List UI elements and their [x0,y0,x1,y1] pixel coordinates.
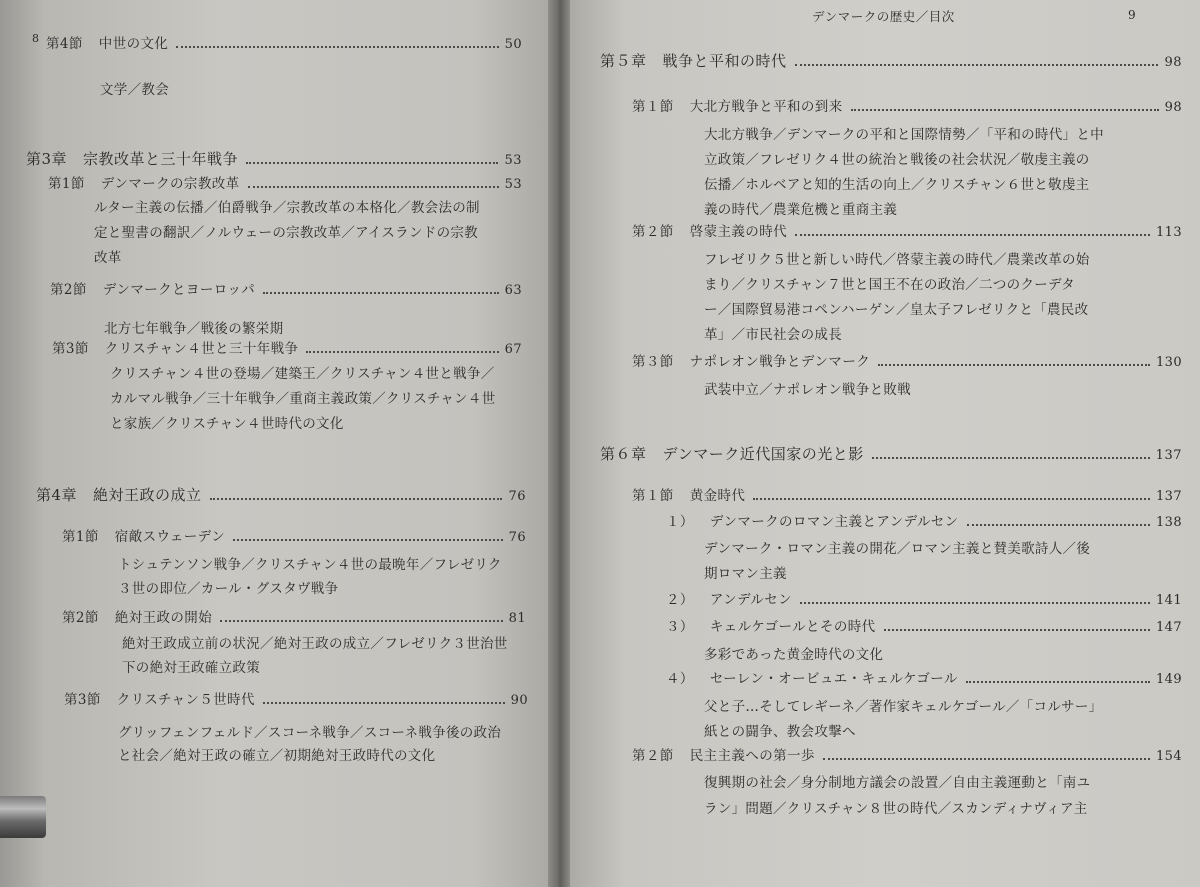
entry-title: クリスチャン４世と三十年戦争 [104,341,299,357]
entry-title: 絶対王政の開始 [114,610,213,626]
section-entry [50,278,522,298]
entry-description-line: フレゼリク５世と新しい時代／啓蒙主義の時代／農業改革の始 [704,252,1090,268]
entry-page-number: 53 [504,177,522,192]
entry-page-number: 137 [1155,448,1182,463]
subsection-entry [666,615,1182,635]
left-page [0,0,556,887]
entry-page-number: 63 [504,283,522,298]
binder-clip [0,796,46,838]
entry-page-number: 137 [1155,489,1182,504]
entry-description-line: ー／国際貿易港コペンハーゲン／皇太子フレゼリクと「農民改 [704,302,1089,318]
book-gutter [548,0,570,887]
entry-label: 第１節 [632,99,674,115]
entry-label: ４） [666,671,694,687]
entry-label: 第3節 [52,341,89,357]
dot-leader [872,457,1150,459]
entry-description-line: 期ロマン主義 [704,566,787,582]
entry-description-line: 改革 [94,250,122,266]
entry-label: 第3節 [64,692,101,708]
entry-label: １） [666,514,694,530]
entry-page-number: 147 [1155,620,1182,635]
entry-description-line: 復興期の社会／身分制地方議会の設置／自由主義運動と「南ユ [704,775,1091,791]
entry-description-line: 父と子…そしてレギーネ／著作家キェルケゴール／「コルサー」 [704,699,1103,715]
entry-page-number: 149 [1155,672,1182,687]
chapter-entry [26,148,522,169]
entry-description-line: クリスチャン４世の登場／建築王／クリスチャン４世と戦争／ [110,366,495,382]
entry-description-line: カルマル戦争／三十年戦争／重商主義政策／クリスチャン４世 [110,391,496,407]
dot-leader [800,602,1150,604]
section-entry [64,688,528,708]
section-entry [48,172,522,192]
entry-label: 第３節 [632,354,674,370]
dot-leader [220,620,503,622]
dot-leader [823,758,1150,760]
entry-label: 第2節 [50,282,87,298]
entry-description-line: 革」／市民社会の成長 [704,327,842,343]
subsection-entry [666,588,1182,608]
entry-label: 第1節 [62,529,99,545]
entry-page-number: 98 [1164,55,1182,70]
entry-description-line: と家族／クリスチャン４世時代の文化 [110,416,344,432]
section-entry [632,220,1182,240]
entry-page-number: 154 [1155,749,1182,764]
entry-page-number: 113 [1155,225,1182,240]
entry-label: 第4節 [46,36,83,52]
entry-title: 戦争と平和の時代 [662,52,787,70]
dot-leader [176,46,498,48]
entry-description-line: 北方七年戦争／戦後の繁栄期 [104,321,284,337]
entry-title: デンマークとヨーロッパ [102,282,256,298]
entry-title: デンマークの宗教改革 [100,176,240,192]
entry-description-line: 伝播／ホルベアと知的生活の向上／クリスチャン６世と敬虔主 [704,177,1090,193]
entry-label: ２） [666,592,694,608]
entry-title: 宗教改革と三十年戦争 [83,150,239,168]
entry-label: 第3章 [26,150,68,168]
dot-leader [263,292,498,294]
entry-description-line: 武装中立／ナポレオン戦争と敗戦 [704,382,911,398]
entry-title: 宿敵スウェーデン [114,529,226,545]
entry-page-number: 50 [504,37,522,52]
entry-title: ナポレオン戦争とデンマーク [689,354,871,370]
entry-title: アンデルセン [709,592,792,608]
entry-page-number: 67 [504,342,522,357]
entry-title: キェルケゴールとその時代 [709,619,876,635]
left-page-number: 8 [32,32,39,45]
entry-label: 第６章 [600,445,647,463]
subsection-entry [666,510,1182,530]
dot-leader [878,364,1150,366]
chapter-entry [36,484,526,505]
entry-title: 中世の文化 [98,36,169,52]
entry-title: デンマークのロマン主義とアンデルセン [709,514,959,530]
entry-description-line: と社会／絶対王政の確立／初期絶対王政時代の文化 [118,748,436,764]
entry-page-number: 81 [508,611,526,626]
section-entry [632,744,1182,764]
entry-description-line: トシュテンソン戦争／クリスチャン４世の最晩年／フレゼリク [118,557,502,573]
section-entry [62,525,526,545]
dot-leader [306,351,498,353]
section-entry [46,32,522,52]
section-entry [632,484,1182,504]
entry-title: セーレン・オービュエ・キェルケゴール [709,671,958,687]
entry-page-number: 138 [1155,515,1182,530]
dot-leader [884,629,1150,631]
dot-leader [210,498,503,500]
entry-page-number: 76 [508,530,526,545]
entry-description-line: デンマーク・ロマン主義の開花／ロマン主義と賛美歌詩人／後 [704,541,1091,557]
entry-description-line: まり／クリスチャン７世と国王不在の政治／二つのクーデタ [704,277,1075,293]
entry-page-number: 98 [1164,100,1182,115]
entry-label: 第１節 [632,488,674,504]
chapter-entry [600,443,1182,464]
subsection-entry [666,667,1182,687]
entry-label: ３） [666,619,694,635]
entry-description-line: ラン」問題／クリスチャン８世の時代／スカンディナヴィア主 [704,801,1088,817]
running-header: デンマークの歴史／目次 [812,9,955,24]
section-entry [62,606,526,626]
entry-page-number: 90 [510,693,528,708]
entry-page-number: 76 [508,489,526,504]
entry-label: 第２節 [632,224,674,240]
entry-description-line: 大北方戦争／デンマークの平和と国際情勢／「平和の時代」と中 [704,127,1104,143]
section-entry [52,337,522,357]
entry-description-line: 絶対王政成立前の状況／絶対王政の成立／フレゼリク３世治世 [122,636,508,652]
entry-description-line: 立政策／フレゼリク４世の統治と戦後の社会状況／敬虔主義の [704,152,1090,168]
dot-leader [966,681,1150,683]
entry-description-line: 多彩であった黄金時代の文化 [704,647,884,663]
entry-label: 第２節 [632,748,674,764]
entry-description-line: 紙との闘争、教会攻撃へ [704,724,856,740]
dot-leader [248,186,499,188]
entry-label: 第５章 [600,52,647,70]
section-entry [632,95,1182,115]
dot-leader [795,64,1159,66]
entry-title: 大北方戦争と平和の到来 [689,99,843,115]
entry-title: 黄金時代 [689,488,746,504]
entry-title: 啓蒙主義の時代 [689,224,788,240]
entry-page-number: 130 [1155,355,1182,370]
dot-leader [246,162,498,164]
entry-description-line: グリッフェンフェルド／スコーネ戦争／スコーネ戦争後の政治 [118,725,502,741]
dot-leader [795,234,1150,236]
entry-description-line: ルター主義の伝播／伯爵戦争／宗教改革の本格化／教会法の制 [94,200,480,216]
section-entry [632,350,1182,370]
chapter-entry [600,50,1182,71]
entry-description-line: 下の絶対王政確立政策 [122,660,260,676]
entry-title: デンマーク近代国家の光と影 [662,445,864,463]
dot-leader [263,702,505,704]
dot-leader [233,539,502,541]
entry-title: 絶対王政の成立 [93,486,202,504]
dot-leader [967,524,1150,526]
dot-leader [753,498,1150,500]
entry-description-line: 文学／教会 [100,82,169,98]
entry-page-number: 141 [1155,593,1182,608]
right-page-number: 9 [1128,8,1136,22]
entry-description-line: 定と聖書の翻訳／ノルウェーの宗教改革／アイスランドの宗教 [94,225,478,241]
entry-title: クリスチャン５世時代 [116,692,255,708]
dot-leader [851,109,1159,111]
entry-description-line: ３世の即位／カール・グスタヴ戦争 [118,581,339,597]
right-page [562,0,1200,887]
entry-page-number: 53 [504,153,522,168]
entry-title: 民主主義への第一歩 [689,748,815,764]
entry-label: 第1節 [48,176,85,192]
entry-label: 第2節 [62,610,99,626]
entry-label: 第4章 [36,486,78,504]
entry-description-line: 義の時代／農業危機と重商主義 [704,202,898,218]
